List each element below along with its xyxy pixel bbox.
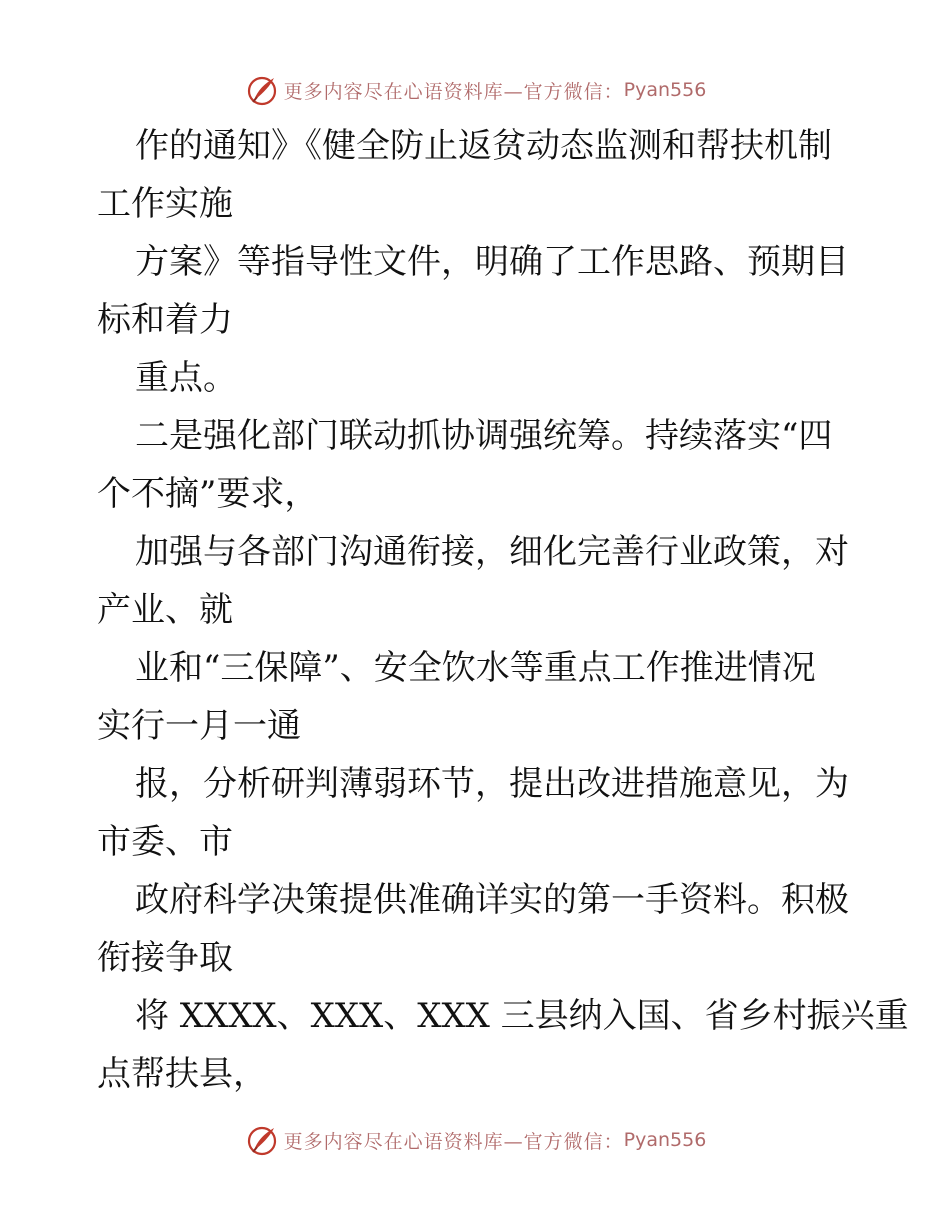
watermark-wechat-id: Pyan556: [623, 1129, 707, 1151]
text-line: 二是强化部门联动抓协调强统筹。持续落实“四: [135, 416, 833, 456]
text-line: 工作实施: [97, 184, 233, 224]
feather-pen-logo-icon: [244, 1122, 280, 1158]
header-watermark: [0, 70, 950, 110]
text-line: 政府科学决策提供准确详实的第一手资料。积极: [135, 880, 849, 920]
text-line: 点帮扶县，: [97, 1054, 267, 1094]
text-line: 业和“三保障”、安全饮水等重点工作推进情况: [135, 648, 816, 688]
text-line: 报，分析研判薄弱环节，提出改进措施意见，为: [135, 764, 849, 804]
text-line: 标和着力: [97, 300, 233, 340]
text-line: 将 XXXX、XXX、XXX 三县纳入国、省乡村振兴重: [135, 996, 909, 1036]
watermark-text: 更多内容尽在心语资料库—官方微信：: [283, 1130, 624, 1153]
document-body: [97, 117, 909, 1103]
footer-watermark: [0, 1120, 950, 1160]
text-line: 实行一月一通: [97, 706, 301, 746]
feather-pen-logo-icon: [244, 72, 280, 108]
text-line: 产业、就: [97, 590, 233, 630]
text-line: 作的通知》《健全防止返贫动态监测和帮扶机制: [135, 126, 832, 166]
text-line: 重点。: [135, 358, 237, 398]
text-line: 市委、市: [97, 822, 233, 862]
watermark-wechat-id: Pyan556: [623, 79, 707, 101]
watermark-text: 更多内容尽在心语资料库—官方微信：: [283, 80, 624, 103]
text-line: 衔接争取: [97, 938, 233, 978]
text-line: 加强与各部门沟通衔接，细化完善行业政策，对: [135, 532, 849, 572]
text-line: 个不摘”要求，: [97, 474, 319, 514]
text-line: 方案》等指导性文件，明确了工作思路、预期目: [135, 242, 849, 282]
